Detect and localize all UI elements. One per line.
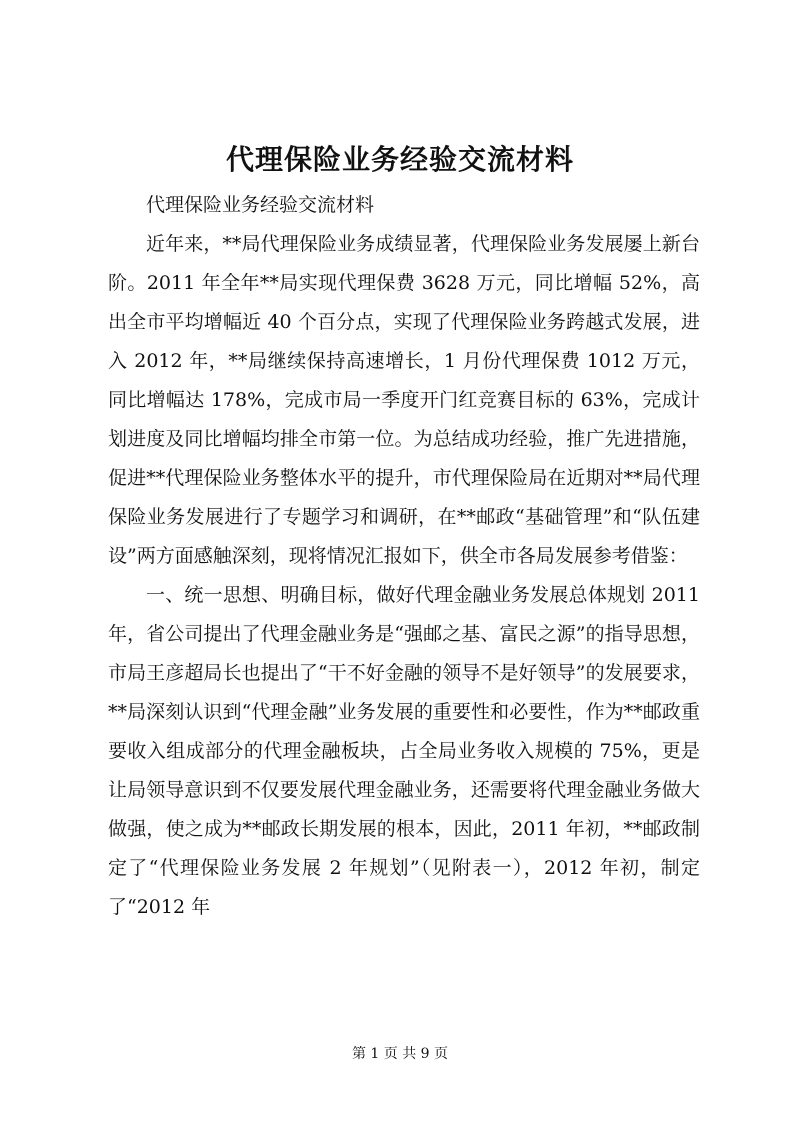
document-title: 代理保险业务经验交流材料 xyxy=(225,143,574,176)
body-paragraph: 一、统一思想、明确目标，做好代理金融业务发展总体规划 2011 年，省公司提出了代理金融业务是“强邮之基、富民之源”的指导思想，市局王彦超局长也提出了“干不好金融的领导不是好领导”的发展要求，**局深刻认识到“代理金融”业务发展的重要性和必要性，作为**邮政重要收入组成部分的代理金融板块，占全局业务收入规模的 75%，更是让局领导意识到不仅要发展代理金融业务，还需要将代理金融业务做大做强，使之成为**邮政长期发展的根本，因此，2011 年初，**邮政制定了“代理保险业务发展 2 年规划”（见附表一），2012 年初，制定了“2012 年 xyxy=(108,584,700,918)
body-paragraph: 近年来，**局代理保险业务成绩显著，代理保险业务发展屡上新台阶。2011 年全年**局实现代理保费 3628 万元，同比增幅 52%，高出全市平均增幅近 40 个百分点，实现了代理保险业务跨越式发展，进入 2012 年，**局继续保持高速增长，1 月份代理保费 1012 万元，同比增幅达 178%，完成市局一季度开门红竞赛目标的 63%，完成计划进度及同比增幅均排全市第一位。为总结成功经验，推广先进措施，促进**代理保险业务整体水平的提升，市代理保险局在近期对**局代理保险业务发展进行了专题学习和调研，在**邮政“基础管理”和“队伍建设”两方面感触深刻，现将情况汇报如下，供全市各局发展参考借鉴： xyxy=(108,233,700,567)
subtitle-paragraph: 代理保险业务经验交流材料 xyxy=(146,194,375,216)
document-body xyxy=(108,186,700,927)
page-number-footer: 第 1 页 共 9 页 xyxy=(351,1046,449,1062)
